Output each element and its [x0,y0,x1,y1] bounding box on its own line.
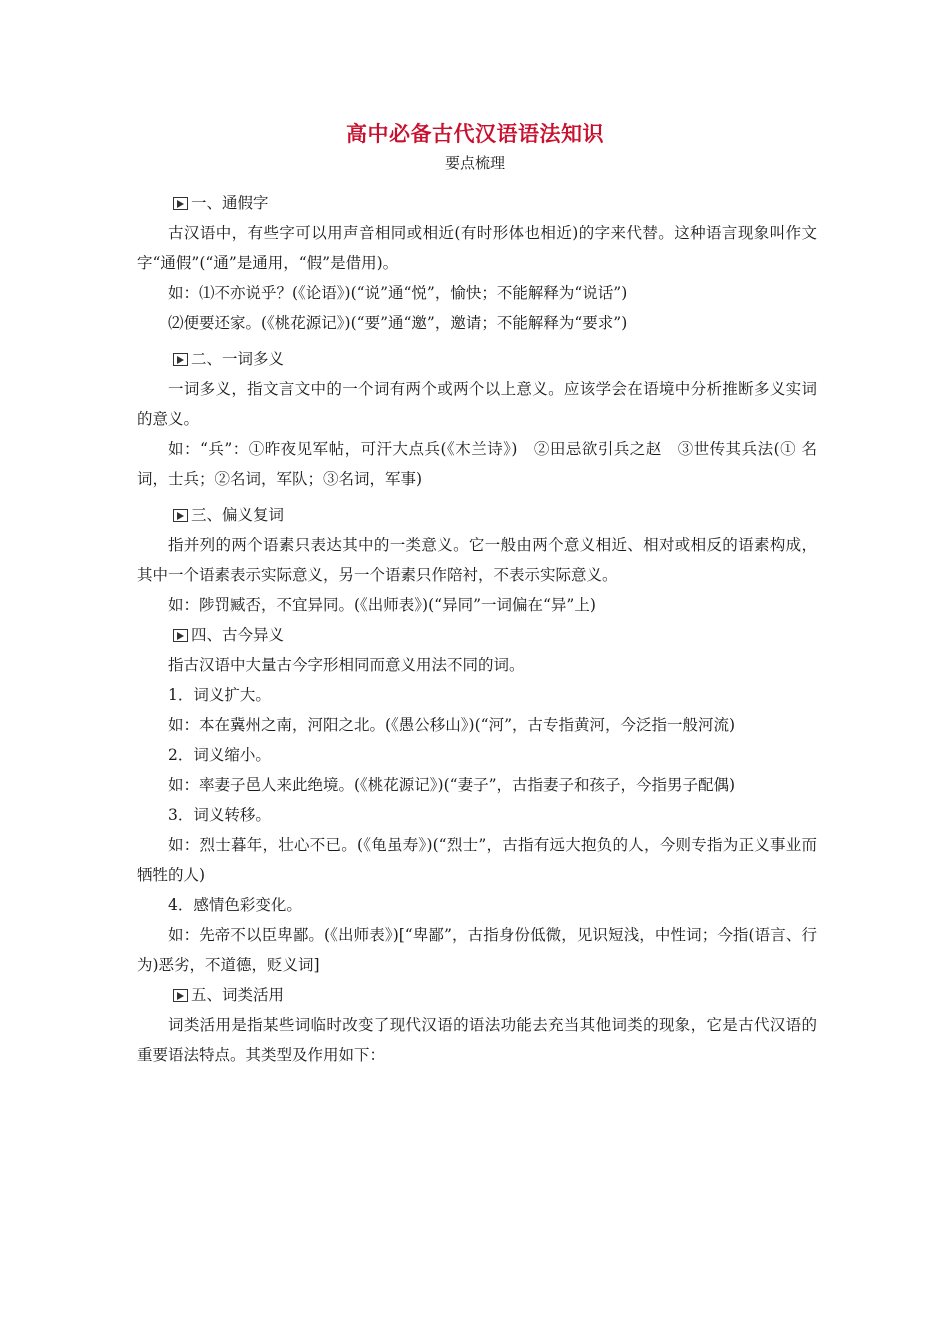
paragraph: 如：⑴不亦说乎？(《论语》)(“说”通“悦”，愉快；不能解释为“说话”) [168,284,628,302]
paragraph: 1．词义扩大。 [168,686,271,704]
play-triangle-icon [173,629,188,642]
play-triangle-icon [173,989,188,1002]
section-heading: 五、词类活用 [137,980,817,1010]
play-triangle-icon [173,197,188,210]
paragraph: 如：本在冀州之南，河阳之北。(《愚公移山》)(“河”，古专指黄河，今泛指一般河流) [168,716,736,734]
page-subtitle: 要点梳理 [444,154,505,172]
paragraph: 词类活用是指某些词临时改变了现代汉语的语法功能去充当其他词类的现象，它是古代汉语的重要语法特点。其类型及作用如下： [137,1016,817,1064]
paragraph: 指并列的两个语素只表达其中的一类意义。它一般由两个意义相近、相对或相反的语素构成，其中一个语素表示实际意义，另一个语素只作陪衬，不表示实际意义。 [137,536,817,584]
paragraph: 2．词义缩小。 [168,746,271,764]
paragraph: 如：烈士暮年，壮心不已。(《龟虽寿》)(“烈士”，古指有远大抱负的人，今则专指为正义事业而牺牲的人) [137,836,817,884]
section-heading: 四、古今异义 [137,620,817,650]
page-title: 高中必备古代汉语语法知识 [346,121,604,146]
section-heading: 一、通假字 [137,188,817,218]
play-triangle-icon [173,509,188,522]
paragraph: 如：“兵”：①昨夜见军帖，可汗大点兵(《木兰诗》) ②田忌欲引兵之赵 ③世传其兵法(① 名词，士兵；②名词，军队；③名词，军事) [137,440,817,488]
paragraph: 一词多义，指文言文中的一个词有两个或两个以上意义。应该学会在语境中分析推断多义实词的意义。 [137,380,817,428]
paragraph: 如：先帝不以臣卑鄙。(《出师表》)[“卑鄙”，古指身份低微，见识短浅，中性词；今指(语言、行为)恶劣，不道德，贬义词] [137,926,817,974]
document-body [137,188,817,1070]
paragraph: 如：陟罚臧否，不宜异同。(《出师表》)(“异同”一词偏在“异”上) [168,596,596,614]
play-triangle-icon [173,353,188,366]
paragraph: 指古汉语中大量古今字形相同而意义用法不同的词。 [168,656,525,674]
paragraph: 3．词义转移。 [168,806,271,824]
paragraph: 如：率妻子邑人来此绝境。(《桃花源记》)(“妻子”，古指妻子和孩子，今指男子配偶) [168,776,736,794]
paragraph: 4．感情色彩变化。 [168,896,302,914]
paragraph: ⑵便要还家。(《桃花源记》)(“要”通“邀”，邀请；不能解释为“要求”) [168,314,628,332]
section-heading: 三、偏义复词 [137,500,817,530]
paragraph: 古汉语中，有些字可以用声音相同或相近(有时形体也相近)的字来代替。这种语言现象叫作文字“通假”(“通”是通用，“假”是借用)。 [137,224,817,272]
section-heading: 二、一词多义 [137,344,817,374]
